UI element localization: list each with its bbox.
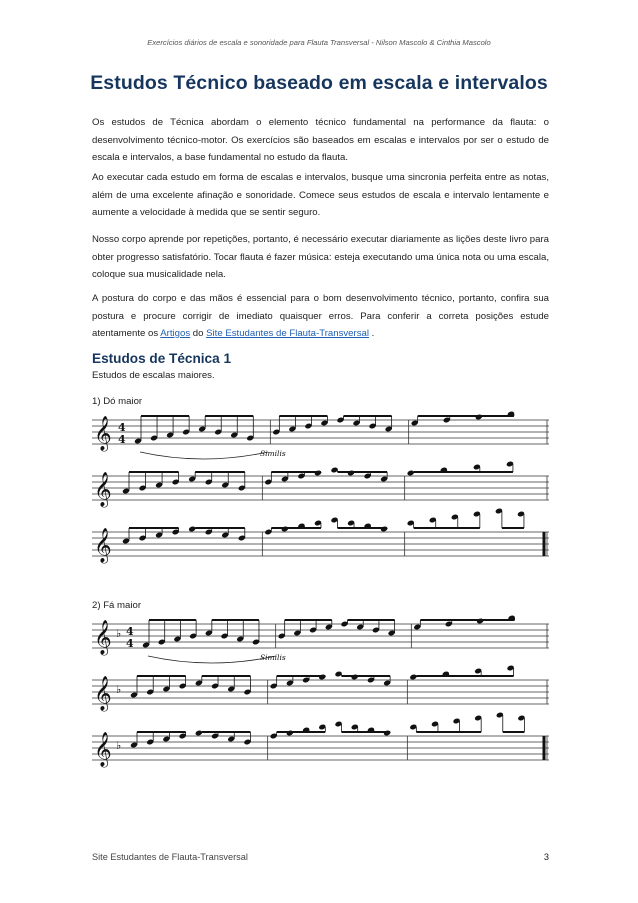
treble-clef-icon: 𝄞	[94, 416, 112, 451]
treble-clef-icon: 𝄞	[94, 676, 112, 711]
simile-marking: Similis	[260, 653, 286, 662]
music-score-f-major	[92, 614, 549, 774]
page-title: Estudos Técnico baseado em escala e intervalos	[90, 72, 548, 94]
exercise-1-label: 1) Dó maior	[92, 396, 143, 407]
footer-site-name: Site Estudantes de Flauta-Transversal	[92, 852, 248, 862]
simile-marking: Similis	[260, 449, 286, 458]
flat-key-signature-icon: ♭	[116, 683, 122, 696]
time-signature-top: 4	[118, 421, 126, 434]
flat-key-signature-icon: ♭	[116, 739, 122, 752]
flat-key-signature-icon: ♭	[116, 627, 122, 640]
paragraph-intro: Os estudos de Técnica abordam o elemento técnico fundamental na performance da flauta: o desenvolvimento técnico-motor. Os exercícios são baseados em escalas e intervalos por ser o estudo de escala e intervalos, a base fundamental no estudo da flauta.	[92, 117, 549, 163]
treble-clef-icon: 𝄞	[94, 620, 112, 655]
running-header: Exercícios diários de escala e sonoridade para Flauta Transversal - Nilson Mascolo & Cinthia Mascolo	[147, 38, 491, 47]
time-signature-bottom: 4	[126, 637, 134, 650]
music-score-c-major	[92, 410, 549, 570]
paragraph-execution: Ao executar cada estudo em forma de escalas e intervalos, busque uma sincronia perfeita entre as notas, além de uma excelente afinação e sonoridade. Comece seus estudos de escala e intervalo lentamente e aumente a velocidade à medida que se sentir seguro.	[92, 172, 549, 218]
slur	[148, 656, 276, 663]
page-number: 3	[543, 852, 549, 862]
time-signature-top: 4	[126, 625, 134, 638]
time-signature-bottom: 4	[118, 433, 126, 446]
section-heading: Estudos de Técnica 1	[92, 351, 232, 366]
treble-clef-icon: 𝄞	[94, 528, 112, 563]
slur	[140, 452, 268, 459]
link-artigos[interactable]: Artigos	[160, 328, 191, 339]
treble-clef-icon: 𝄞	[94, 732, 112, 767]
link-site-estudantes[interactable]: Site Estudantes de Flauta-Transversal	[206, 328, 369, 339]
section-subheading: Estudos de escalas maiores.	[92, 370, 215, 381]
exercise-2-label: 2) Fá maior	[92, 600, 142, 611]
paragraph-posture	[92, 290, 549, 343]
paragraph-repetition: Nosso corpo aprende por repetições, portanto, é necessário executar diariamente as lições deste livro para obter progresso satisfatório. Tocar flauta é fazer música: esteja executando uma única nota ou uma escala, coloque sua musicalidade nela.	[92, 234, 549, 280]
posture-text-mid: do	[190, 328, 207, 339]
treble-clef-icon: 𝄞	[94, 472, 112, 507]
posture-text-end: .	[368, 328, 375, 339]
posture-text-start: A postura do corpo e das mãos é essencial para o bom desenvolvimento técnico, portanto, confira sua postura e procure corrigir de imediato quaisquer erros. Para conferir a correta posições estude atentamente os	[92, 293, 549, 339]
page-footer	[92, 852, 549, 862]
